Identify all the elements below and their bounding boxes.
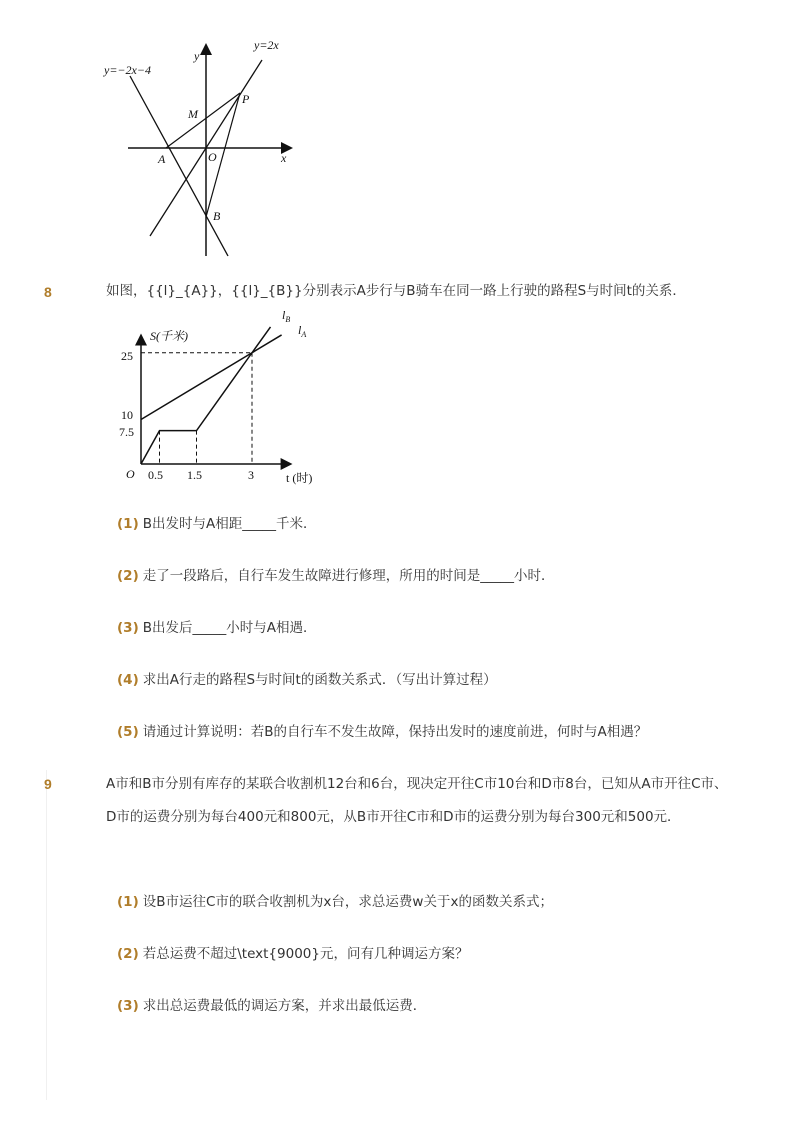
x-axis-label: x bbox=[281, 151, 287, 165]
point-o-label: O bbox=[208, 150, 217, 164]
y-tick-10: 10 bbox=[121, 408, 133, 422]
series-line-l-a bbox=[141, 335, 282, 420]
q8-sub-4: (4) 求出A行走的路程S与时间t的函数关系式．（写出计算过程） bbox=[117, 672, 497, 688]
y-axis-title: S(千米) bbox=[150, 329, 188, 343]
origin-label: O bbox=[126, 467, 135, 481]
figure-distance-time-chart bbox=[112, 310, 332, 490]
line1-label: y=−2x−4 bbox=[104, 63, 151, 77]
segment-ap bbox=[166, 93, 240, 148]
x-tick-1-5: 1.5 bbox=[187, 468, 202, 482]
y-axis-label: y bbox=[194, 49, 200, 63]
y-tick-7-5: 7.5 bbox=[119, 425, 134, 439]
x-tick-3: 3 bbox=[248, 468, 254, 482]
series-line-l-b bbox=[141, 327, 271, 464]
line-y-neg2x-4 bbox=[130, 76, 228, 256]
q9-sub-3: (3) 求出总运费最低的调运方案，并求出最低运费． bbox=[117, 998, 427, 1014]
question-8-stem: 如图，{{l}_{A}}，{{l}_{B}}分别表示A步行与B骑车在同一路上行驶的路程S与时间t的关系． bbox=[106, 283, 686, 299]
figure-coordinate-diagram bbox=[100, 30, 300, 260]
left-rule bbox=[46, 770, 47, 1100]
question-9-stem: A市和B市分别有库存的某联合收割机12台和6台，现决定开往C市10台和D市8台，已知从A市开往C市、D市的运费分别为每台400元和800元，从B市开往C市和D市的运费分别为每台300元和500元． bbox=[106, 776, 728, 825]
point-m-label: M bbox=[188, 107, 198, 121]
y-tick-25: 25 bbox=[121, 349, 133, 363]
q8-sub-5: (5) 请通过计算说明：若B的自行车不发生故障，保持出发时的速度前进，何时与A相遇？ bbox=[117, 724, 648, 740]
question-number-9: 9 bbox=[44, 776, 52, 792]
q8-sub-1: (1) B出发时与A相距_____千米． bbox=[117, 516, 317, 532]
line2-label: y=2x bbox=[254, 38, 279, 52]
point-b-label: B bbox=[213, 209, 221, 223]
q8-sub-3: (3) B出发后_____小时与A相遇． bbox=[117, 620, 317, 636]
question-number-8: 8 bbox=[44, 284, 52, 300]
line-a-label: $l_A$ bbox=[298, 323, 307, 339]
point-p-label: P bbox=[242, 92, 250, 106]
q9-sub-1: (1) 设B市运往C市的联合收割机为x台，求总运费w关于x的函数关系式； bbox=[117, 894, 553, 910]
line-b-label: $l_B$ bbox=[282, 308, 291, 324]
q8-sub-2: (2) 走了一段路后，自行车发生故障进行修理，所用的时间是_____小时． bbox=[117, 568, 555, 584]
x-axis-title: t (时) bbox=[286, 471, 313, 485]
point-a-label: A bbox=[158, 152, 166, 166]
q9-sub-2: (2) 若总运费不超过\text{9000}元，问有几种调运方案？ bbox=[117, 946, 469, 962]
x-tick-0-5: 0.5 bbox=[148, 468, 163, 482]
